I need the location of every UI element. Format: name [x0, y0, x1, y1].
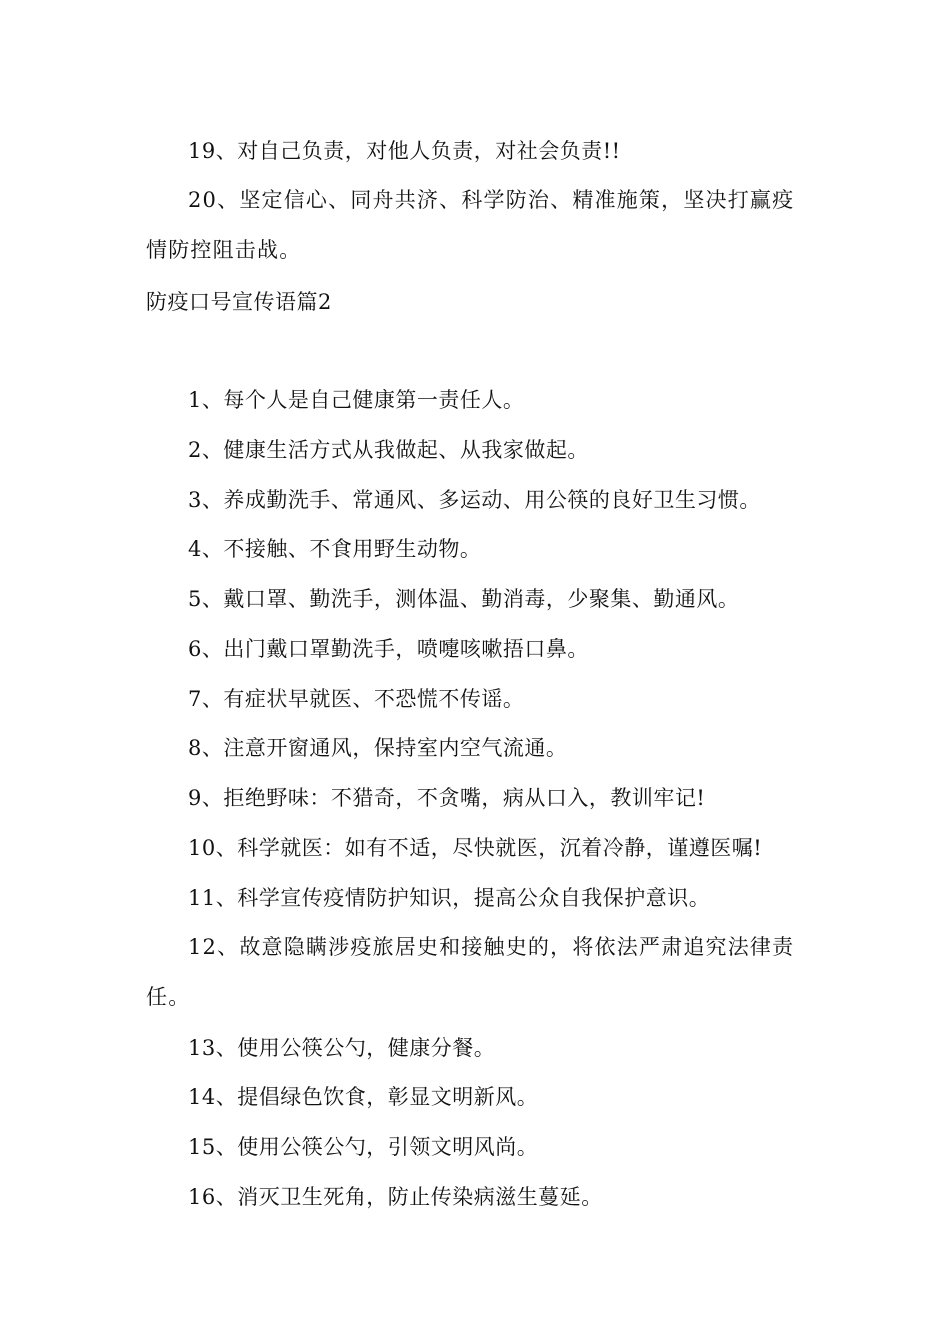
slogan-item-19: 19、对自己负责，对他人负责，对社会负责!!	[188, 139, 621, 163]
slogan-item-8: 8、注意开窗通风，保持室内空气流通。	[188, 736, 568, 760]
slogan-item-16: 16、消灭卫生死角，防止传染病滋生蔓延。	[188, 1185, 603, 1209]
slogan-item-9: 9、拒绝野味：不猎奇，不贪嘴，病从口入，教训牢记!	[188, 786, 706, 810]
slogan-item-12: 12、故意隐瞒涉疫旅居史和接触史的，将依法严肃追究法律责任。	[146, 935, 795, 1009]
slogan-item-20: 20、坚定信心、同舟共济、科学防治、精准施策，坚决打赢疫情防控阻击战。	[146, 188, 795, 262]
slogan-item-4: 4、不接触、不食用野生动物。	[188, 537, 482, 561]
slogan-item-15: 15、使用公筷公勺，引领文明风尚。	[188, 1135, 539, 1159]
slogan-item-7: 7、有症状早就医、不恐慌不传谣。	[188, 687, 525, 711]
section-heading: 防疫口号宣传语篇2	[146, 290, 332, 314]
slogan-item-11: 11、科学宣传疫情防护知识，提高公众自我保护意识。	[188, 886, 711, 910]
slogan-item-3: 3、养成勤洗手、常通风、多运动、用公筷的良好卫生习惯。	[188, 488, 761, 512]
slogan-item-5: 5、戴口罩、勤洗手，测体温、勤消毒，少聚集、勤通风。	[188, 587, 740, 611]
slogan-item-13: 13、使用公筷公勺，健康分餐。	[188, 1036, 496, 1060]
slogan-item-1: 1、每个人是自己健康第一责任人。	[188, 388, 525, 412]
slogan-item-6: 6、出门戴口罩勤洗手，喷嚏咳嗽捂口鼻。	[188, 637, 589, 661]
slogan-item-14: 14、提倡绿色饮食，彰显文明新风。	[188, 1085, 539, 1109]
slogan-item-10: 10、科学就医：如有不适，尽快就医，沉着冷静，谨遵医嘱!	[188, 836, 763, 860]
slogan-item-2: 2、健康生活方式从我做起、从我家做起。	[188, 438, 589, 462]
